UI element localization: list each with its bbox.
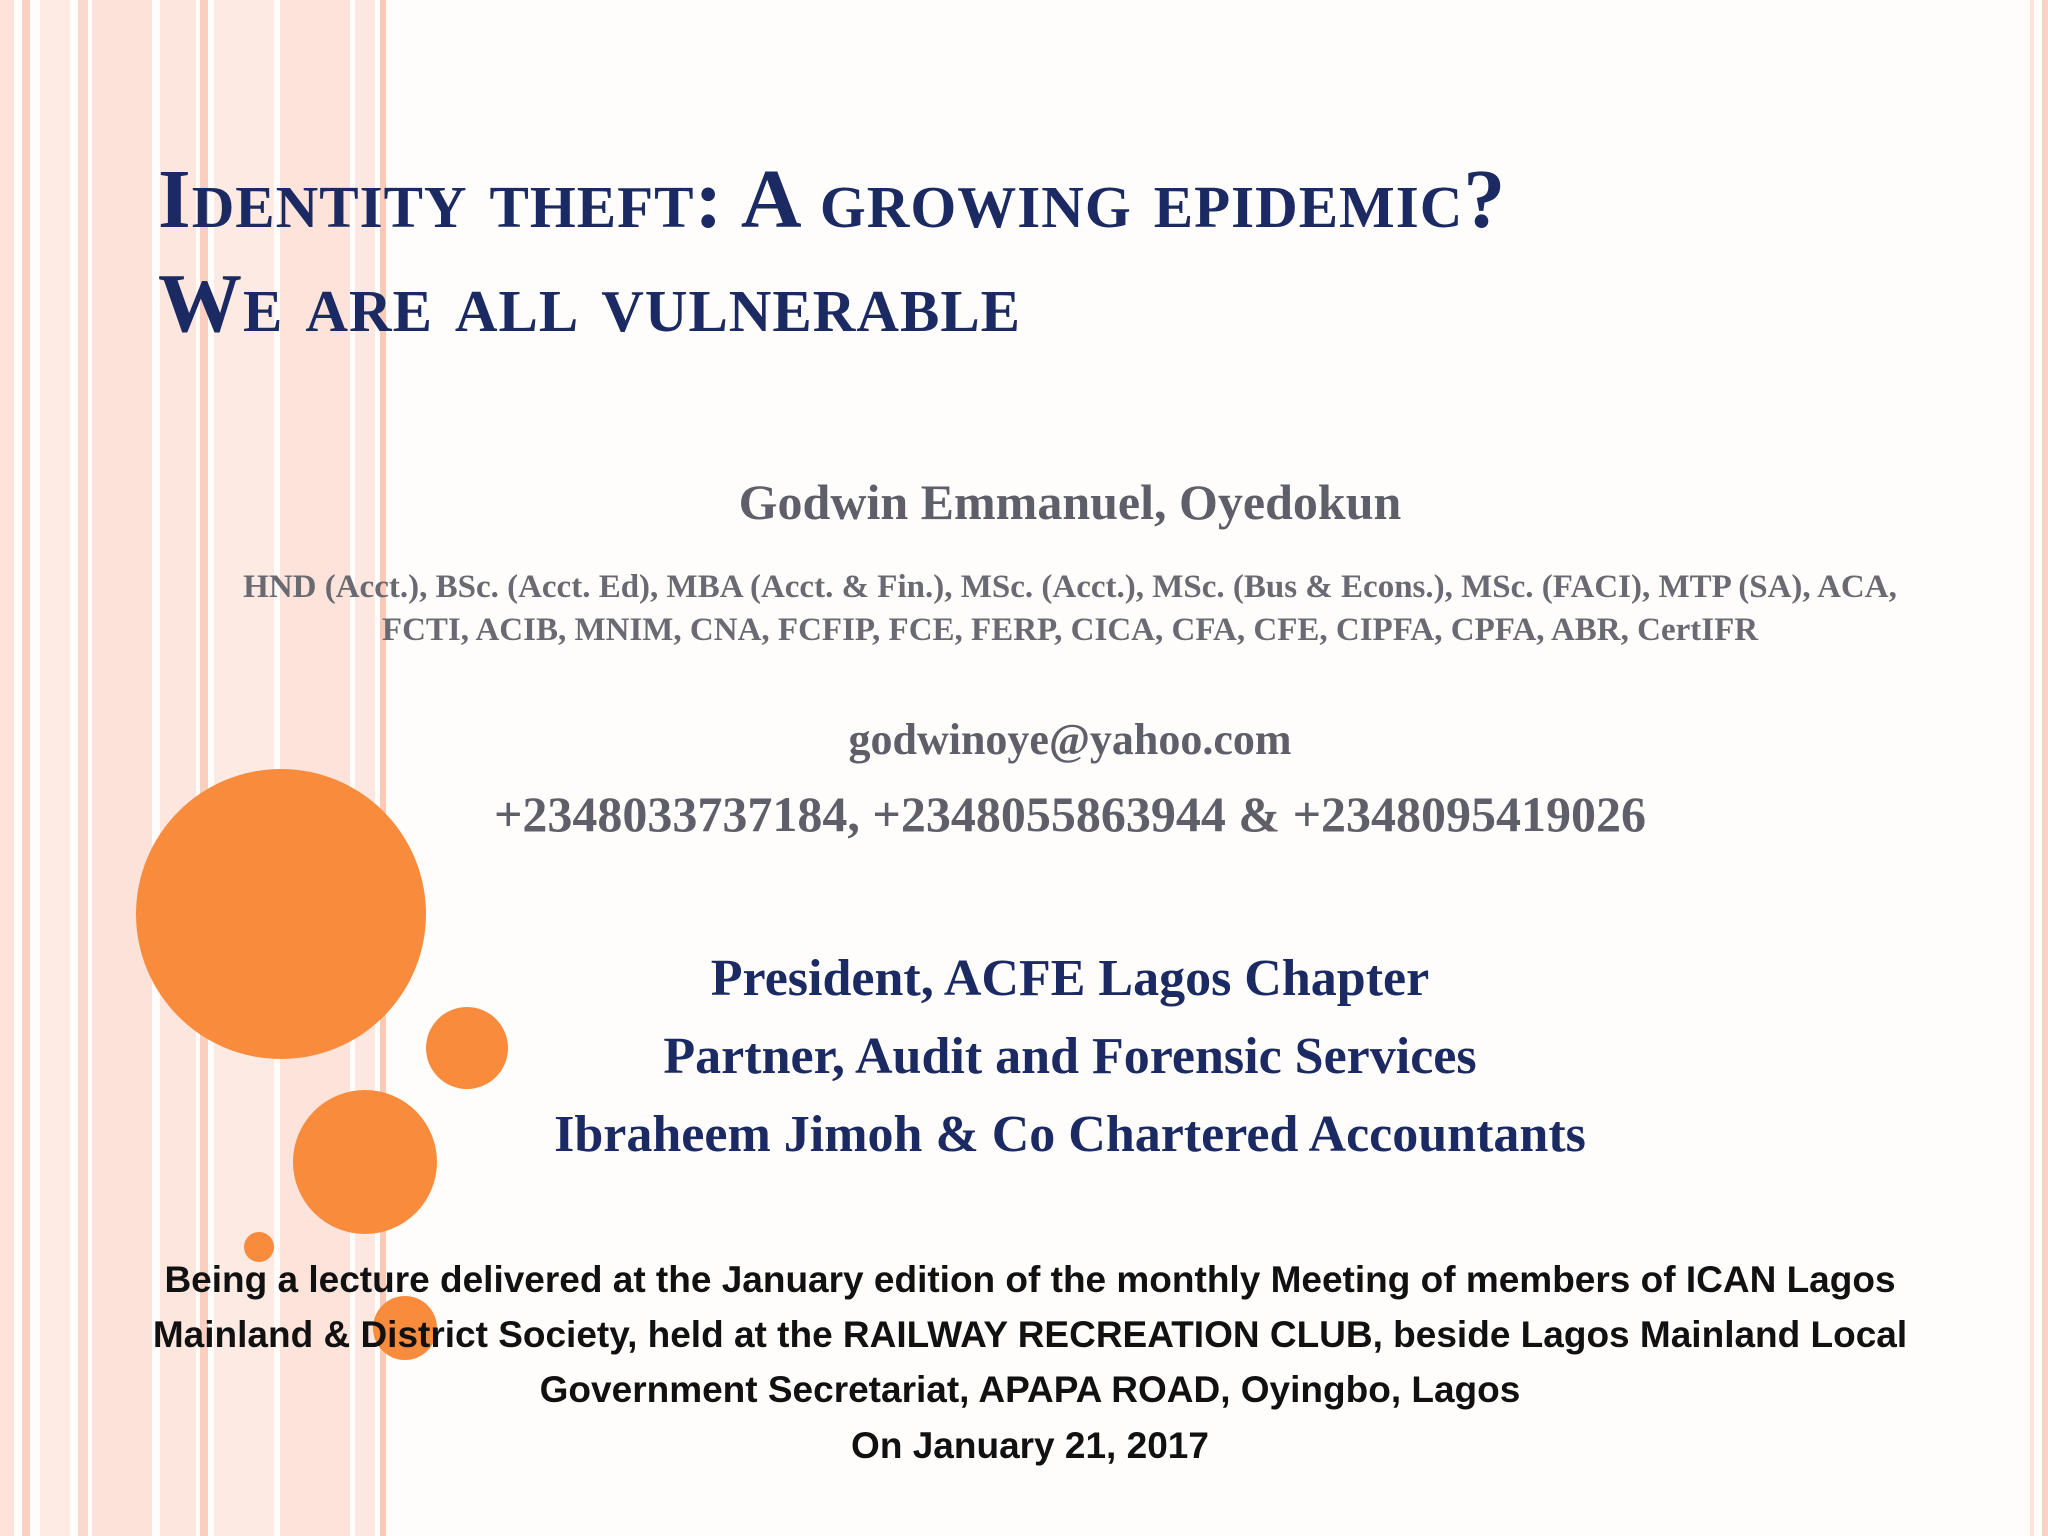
- role-line: President, ACFE Lagos Chapter: [710, 950, 1430, 1007]
- title-line-1: Identity theft: A growing epidemic?: [158, 153, 1507, 246]
- author-email: godwinoye@yahoo.com: [848, 715, 1292, 764]
- author-phones: +2348033737184, +2348055863944 & +2348095419026: [493, 786, 1647, 842]
- decor-stripe: [2030, 0, 2034, 1536]
- decor-stripe: [78, 0, 88, 1536]
- author-roles: [380, 940, 1760, 1174]
- slide-title: [158, 148, 2018, 356]
- role-line: Partner, Audit and Forensic Services: [663, 1028, 1477, 1085]
- role-line: Ibraheem Jimoh & Co Chartered Accountants: [554, 1106, 1586, 1163]
- author-qualifications: HND (Acct.), BSc. (Acct. Ed), MBA (Acct. & Fin.), MSc. (Acct.), MSc. (Bus & Econs.), MSc. (FACI), MTP (SA), ACA, FCTI, ACIB, MNIM, CNA, FCFIP, FCE, FERP, CICA, CFA, CFE, CIPFA, CPFA, ABR, CertIFR: [243, 569, 1897, 648]
- decor-stripe: [2042, 0, 2048, 1536]
- decor-stripe: [40, 0, 70, 1536]
- lecture-description: Being a lecture delivered at the January edition of the monthly Meeting of members of ICAN Lagos Mainland & District Society, held at the RAILWAY RECREATION CLUB, beside Lagos Mainland Local Government Secretariat, APAPA ROAD, Oyingbo, Lagos: [152, 1259, 1908, 1410]
- decor-stripe: [22, 0, 30, 1536]
- author-name: Godwin Emmanuel, Oyedokun: [738, 474, 1402, 530]
- lecture-date: On January 21, 2017: [851, 1425, 1209, 1466]
- title-line-2: We are all vulnerable: [158, 257, 1022, 350]
- decor-stripe: [0, 0, 14, 1536]
